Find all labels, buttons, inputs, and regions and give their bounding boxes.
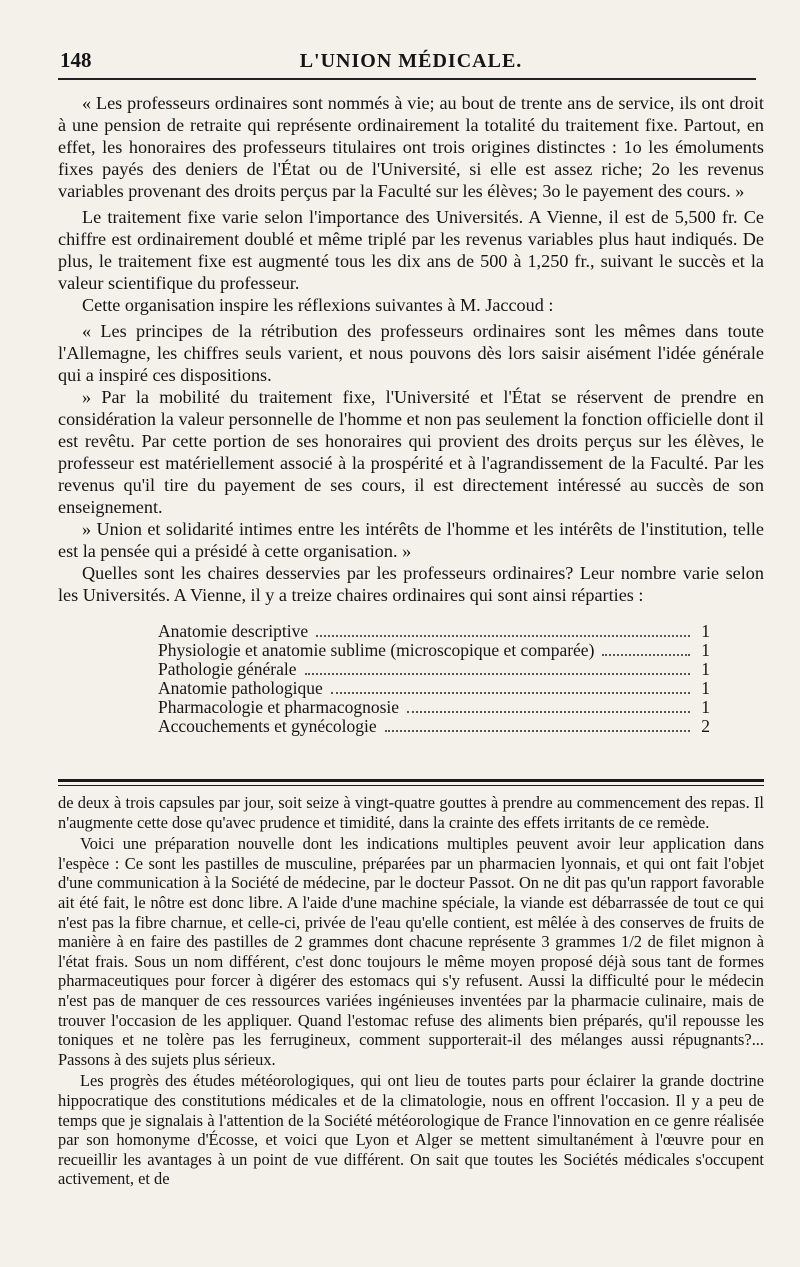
article-paragraph-1: « Les professeurs ordinaires sont nommés à vie; au bout de trente ans de service, ils ont droit à une pension de retraite qui représente ordinairement la totalité du traitement fixe. Partout, en effet, les honoraires des professeurs titulaires ont trois origines distinctes : 1o les émoluments fixes payés des deniers de l'État ou de l'Université, si elle est assez riche; 2o les revenus variables provenant des droits perçus par la Faculté sur les élèves; 3o le payement des cours. » xyxy=(58,93,764,201)
chair-count: 1 xyxy=(701,659,710,679)
dot-leader xyxy=(331,692,690,694)
feuilleton-paragraph-3: Les progrès des études météorologiques, qui ont lieu de toutes parts pour éclairer la grande doctrine hippocratique des constitutions médicales et de la climatologie, nous en offrent l'occasion. Il y a peu de temps que je signalais à l'attention de la Société météorologique de France l'innovation en ce genre réalisée par son homonyme d'Écosse, et voici que Lyon et Alger se mettent simultanément à l'œuvre pour en recueillir les avantages à un point de vue différent. On sait que toutes les Sociétés médicales s'occupent activement, et de xyxy=(58,1071,764,1189)
dot-leader xyxy=(305,673,691,675)
chair-row xyxy=(158,639,710,658)
dot-leader xyxy=(407,711,690,713)
feuilleton-paragraph-1: de deux à trois capsules par jour, soit seize à vingt-quatre gouttes à prendre au commencement des repas. Il n'augmente cette dose qu'avec prudence et timidité, dans la crainte des effets irritants de ce remède. xyxy=(58,793,764,832)
chair-count: 1 xyxy=(701,678,710,698)
chair-row xyxy=(158,715,710,734)
upper-article xyxy=(58,92,764,734)
journal-title: L'UNION MÉDICALE. xyxy=(299,50,523,72)
article-paragraph-3: Cette organisation inspire les réflexions suivantes à M. Jaccoud : xyxy=(82,295,554,315)
page-header xyxy=(58,44,764,74)
feuilleton-text xyxy=(58,793,764,1189)
header-rule xyxy=(58,78,756,80)
chair-list xyxy=(158,620,710,734)
article-paragraph-5: » Par la mobilité du traitement fixe, l'Université et l'État se réservent de prendre en considération la valeur personnelle de l'homme et non pas seulement la fonction officielle dont il est revêtu. Par cette portion de ses honoraires qui provient des droits perçus sur les élèves, le professeur est matériellement associé à la prospérité et à l'agrandissement de la Faculté. Par les revenus qu'il tire du payement de ses cours, il est directement intéressé au succès de son enseignement. xyxy=(58,387,764,517)
page-number: 148 xyxy=(60,48,92,72)
chair-name: Anatomie pathologique xyxy=(158,678,323,698)
chair-row xyxy=(158,677,710,696)
article-paragraph-4: « Les principes de la rétribution des professeurs ordinaires sont les mêmes dans toute l'Allemagne, les chiffres seuls varient, et nous pouvons dès lors saisir aisément l'idée générale qui a inspiré ces dispositions. xyxy=(58,321,764,385)
chair-name: Anatomie descriptive xyxy=(158,621,309,641)
dot-leader xyxy=(602,654,690,656)
article-paragraph-6: » Union et solidarité intimes entre les intérêts de l'homme et les intérêts de l'institution, telle est la pensée qui a présidé à cette organisation. » xyxy=(58,519,764,561)
section-separator xyxy=(58,779,764,782)
chair-row xyxy=(158,696,710,715)
chair-name: Pathologie générale xyxy=(158,659,297,679)
dot-leader xyxy=(316,635,690,637)
chair-row xyxy=(158,620,710,639)
chair-count: 1 xyxy=(701,640,710,660)
feuilleton-paragraph-2: Voici une préparation nouvelle dont les indications multiples peuvent avoir leur application dans l'espèce : Ce sont les pastilles de musculine, préparées par un pharmacien lyonnais, et qui ont fait l'objet d'une communication à la Société de médecine, par le docteur Passot. On ne dit pas qu'un rapport favorable ait été fait, le nôtre est donc libre. A l'aide d'une machine spéciale, la viande est débarrassée de tout ce qui n'est pas la fibre charnue, et celle-ci, privée de l'eau qu'elle contient, est mêlée à des conserves de fruits de manière à en faire des pastilles de 2 grammes dont chacune représente 3 grammes 1/2 de filet mignon à l'état frais. Sous un nom différent, c'est donc toujours le même moyen proposé déjà sous tant de formes pharmaceutiques pour forcer à digérer des estomacs qui s'y refusent. Aussi la difficulté pour le médecin n'est pas de manquer de ces ressources variées ingénieuses inventées par la pharmacie culinaire, mais de trouver l'occasion de les appliquer. Quand l'estomac refuse des aliments bien préparés, qu'il repousse les toniques et ne tolère pas les ferrugineux, comment supporterait-il des mélanges aussi répugnants?... Passons à des sujets plus sérieux. xyxy=(58,834,764,1069)
chair-count: 2 xyxy=(701,716,710,736)
chair-name: Pharmacologie et pharmacognosie xyxy=(158,697,400,717)
article-paragraph-7: Quelles sont les chaires desservies par les professeurs ordinaires? Leur nombre varie selon les Universités. A Vienne, il y a treize chaires ordinaires qui sont ainsi réparties : xyxy=(58,563,764,605)
chair-count: 1 xyxy=(701,697,710,717)
chair-name: Physiologie et anatomie sublime (microscopique et comparée) xyxy=(158,640,595,660)
chair-count: 1 xyxy=(701,621,710,641)
section-separator-thin xyxy=(58,785,764,786)
chair-name: Accouchements et gynécologie xyxy=(158,716,377,736)
article-paragraph-2: Le traitement fixe varie selon l'importance des Universités. A Vienne, il est de 5,500 fr. Ce chiffre est ordinairement doublé et même triplé par les revenus variables plus haut indiqués. De plus, le traitement fixe est augmenté tous les dix ans de 500 à 1,250 fr., suivant le succès et la valeur scientifique du professeur. xyxy=(58,207,764,293)
dot-leader xyxy=(385,730,690,732)
